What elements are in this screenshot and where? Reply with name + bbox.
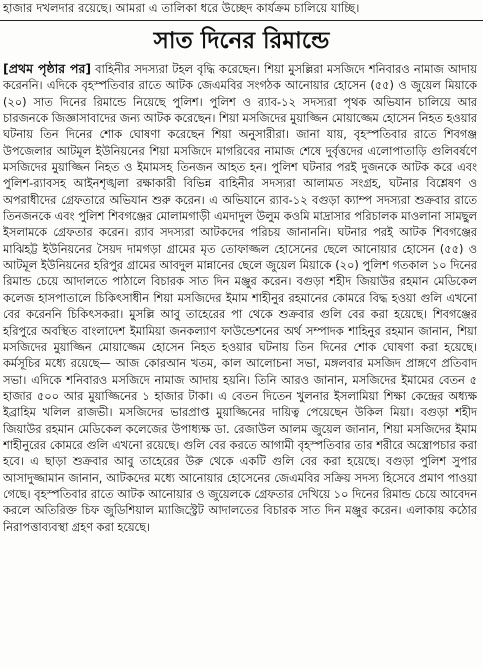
article-headline: সাত দিনের রিমান্ডে — [153, 27, 330, 54]
article-body — [3, 61, 477, 667]
article-body-text: বাহিনীর সদস্যরা টহল বৃদ্ধি করেছেন। শিয়া মুসল্লিরা মসজিদে শনিবারও নামাজ আদায় করেননি। এদিকে বৃহস্পতিবার রাতে আটক জেএমবির সংগঠক আনোয়ার হোসেন (৫৫) ও জুয়েল মিয়াকে (২০) সাত দিনের রিমান্ডে নিয়েছে পুলিশ। পুলিশ ও র‍্যাব-১২ সদস্যরা পৃথক অভিযান চালিয়ে আর চারজনকে জিজ্ঞাসাবাদের জন্য আটক করেছেন। শিয়া মসজিদের মুয়াজ্জিন মোয়াজ্জেম হোসেন নিহত হওয়ার ঘটনায় তিন দিনের শোক ঘোষণা করেছেন শিয়া অনুসারীরা। জানা যায়, বৃহস্পতিবার রাতে শিবগঞ্জ উপজেলার আটমূল ইউনিয়নের শিয়া মসজিদে মাগরিবের নামাজ শেষে দুর্বৃত্তদের এলোপাতাড়ি গুলিবর্ষণে মসজিদের মুয়াজ্জিন নিহত ও ইমামসহ তিনজন আহত হন। পুলিশ ঘটনার পরই দুজনকে আটক করে এবং পুলিশ-র‍্যাবসহ আইনশৃঙ্খলা রক্ষাকারী বিভিন্ন বাহিনীর সদস্যরা আলামত সংগ্রহ, ঘটনার বিশ্লেষণ ও অপরাধীদের গ্রেফতারে অভিযান শুরু করেন। এ অভিযানে র‍্যাব-১২ বগুড়া ক্যাম্প সদস্যরা শুক্রবার রাতে তিনজনকে এবং পুলিশ শিবগঞ্জের মোলামগাড়ী এমদাদুল উলুম কওমি মাদ্রাসার পরিচালক মাওলানা সামছুল ইসলামকে গ্রেফতার করেন। র‍্যাব সদস্যরা আটকদের পরিচয় জানাননি। ঘটনার পরই আটক শিবগঞ্জের মাঝিহট্ট ইউনিয়নের সৈয়দ দামগড়া গ্রামের মৃত তোফাজ্জল হোসেনের ছেলে আনোয়ার হোসেন (৫৫) ও আটমূল ইউনিয়নের হরিপুর গ্রামের আবদুল মান্নানের ছেলে জুয়েল মিয়াকে (২০) পুলিশ গতকাল ১০ দিনের রিমান্ড চেয়ে আদালতে পাঠালে বিচারক সাত দিন মঞ্জুর করেন। বগুড়া শহীদ জিয়াউর রহমান মেডিকেল কলেজ হাসপাতালে চিকিৎসাধীন শিয়া মসজিদের ইমাম শাহীনুর রহমানের কোমরে বিদ্ধ হওয়া গুলি এখনো বের করেননি চিকিৎসকরা। মুসল্লি আবু তাহেরের পা থেকে শুক্রবার গুলি বের করা হয়েছে। শিবগঞ্জের হরিপুরে অবস্থিত বাংলাদেশ ইমামিয়া জনকল্যাণ ফাউন্ডেশনের অর্থ সম্পাদক শাহিনুর রহমান জানান, শিয়া মসজিদের মুয়াজ্জিন মোয়াজ্জেম হোসেন নিহত হওয়ার ঘটনায় তিন দিনের শোক ঘোষণা করা হয়েছে। কর্মসূচির মধ্যে রয়েছে— আজ কোরআন খতম, কাল আলোচনা সভা, মঙ্গলবার মসজিদ প্রাঙ্গণে প্রতিবাদ সভা। এদিকে শনিবারও মসজিদে নামাজ আদায় হয়নি। তিনি আরও জানান, মসজিদের ইমামের বেতন ৫ হাজার ৫০০ আর মুয়াজ্জিনের ১ হাজার টাকা। এ বেতন দিতেন খুলনার ইসলামিয়া শিক্ষা কেন্দ্রের অধ্যক্ষ ইব্রাহিম খলিল রাজভী। মসজিদের ভারপ্রাপ্ত মুয়াজ্জিনের দায়িত্ব পেয়েছেন উকিল মিয়া। বগুড়া শহীদ জিয়াউর রহমান মেডিকেল কলেজের উপাধ্যক্ষ ডা. রেজাউল আলম জুয়েল জানান, শিয়া মসজিদের ইমাম শাহীনুরের কোমরে গুলি এখনো রয়েছে। গুলি বের করতে আগামী বৃহস্পতিবার তার শরীরে অস্ত্রোপচার করা হবে। এ ছাড়া শুক্রবার আবু তাহেরের উরু থেকে একটি গুলি বের করা হয়েছে। বগুড়া পুলিশ সুপার আসাদুজ্জামান জানান, আটকদের মধ্যে আনোয়ার হোসেনের জেএমবির সক্রিয় সদস্য হিসেবে প্রমাণ পাওয়া গেছে। বৃহস্পতিবার রাতে আটক আনোয়ার ও জুয়েলকে গ্রেফতার দেখিয়ে ১০ দিনের রিমান্ড চেয়ে আবেদন করলে অতিরিক্ত চিফ জুডিশিয়াল ম্যাজিস্ট্রেট আদালতের বিচারক সাত দিন মঞ্জুর করেন। এলাকায় কঠোর নিরাপত্তাব্যবস্থা গ্রহণ করা হয়েছে। — [3, 62, 477, 534]
continuation-label: [প্রথম পৃষ্ঠার পর] — [3, 61, 92, 76]
divider-line — [0, 20, 483, 21]
previous-article-last-line: হাজার দখলদার রয়েছে। আমরা এ তালিকা ধরে উচ্ছেদ কার্যক্রম চালিয়ে যাচ্ছি। — [3, 1, 360, 15]
